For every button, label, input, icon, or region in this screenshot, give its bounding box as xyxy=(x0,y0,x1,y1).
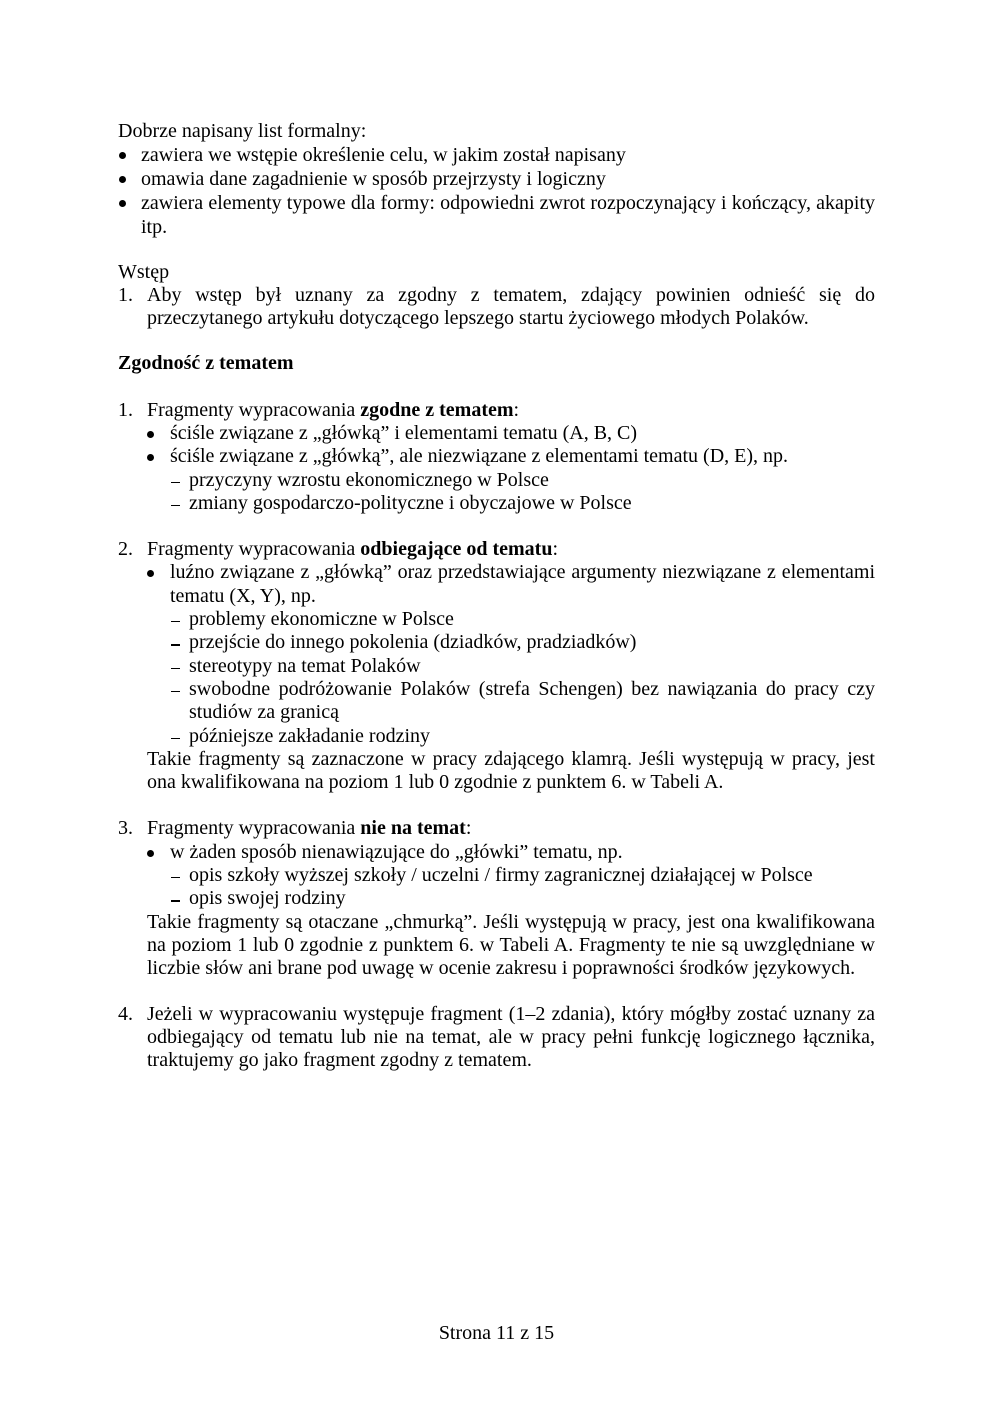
dash-item-text: problemy ekonomiczne w Polsce xyxy=(189,608,454,631)
item-note: Takie fragmenty są zaznaczone w pracy zdającego klamrą. Jeśli występują w pracy, jest ona kwalifikowana na poziom 1 lub 0 zgodnie z punktem 6. w Tabeli A. xyxy=(147,747,875,794)
list-item xyxy=(118,143,875,167)
item-text: Aby wstęp był uznany za zgodny z tematem, zdający powinien odnieść się do przeczytanego artykułu dotyczącego lepszego startu życiowego młodych Polaków. xyxy=(147,283,875,330)
item-number: 4. xyxy=(118,1002,133,1025)
page-number: Strona 11 z 15 xyxy=(438,1321,555,1344)
dash-icon xyxy=(171,668,180,669)
formal-letter-criteria xyxy=(118,119,875,239)
dash-item xyxy=(170,492,875,515)
dash-item xyxy=(170,631,875,654)
dash-list xyxy=(170,864,875,911)
list-item-text: ściśle związane z „główką” i elementami tematu (A, B, C) xyxy=(170,421,638,444)
dash-item-text: stereotypy na temat Polaków xyxy=(189,654,421,677)
dash-list xyxy=(170,608,875,748)
section-heading: Wstęp xyxy=(118,260,170,283)
dash-icon xyxy=(171,877,180,878)
list-item xyxy=(147,561,875,747)
numbered-item xyxy=(118,1003,875,1073)
bullet-icon xyxy=(119,200,126,207)
item-title xyxy=(147,538,875,561)
dash-icon xyxy=(171,691,180,692)
intro-heading: Dobrze napisany list formalny: xyxy=(118,119,367,142)
numbered-item xyxy=(118,817,875,980)
list-item-text: zawiera we wstępie określenie celu, w jakim został napisany xyxy=(141,143,626,166)
item-number: 3. xyxy=(118,817,133,840)
numbered-item xyxy=(118,284,875,331)
dash-item xyxy=(170,887,875,910)
item-number: 1. xyxy=(118,283,133,306)
list-item xyxy=(147,841,875,911)
item-note: Takie fragmenty są otaczane „chmurką”. Jeśli występują w pracy, jest ona kwalifikowana na poziom 1 lub 0 zgodnie z punktem 6. w Tabeli A. Fragmenty te nie są uwzględniane w liczbie słów ani brane pod uwagę w ocenie zakresu i poprawności środków językowych. xyxy=(147,910,875,980)
item-title-emphasis: odbiegające od tematu xyxy=(360,538,553,561)
item-title-emphasis: nie na temat xyxy=(360,817,466,840)
list-item-text: luźno związane z „główką” oraz przedstawiające argumenty niezwiązane z elementami tematu (X, Y), np. xyxy=(170,561,875,607)
list-item xyxy=(118,191,875,239)
dash-item-text: swobodne podróżowanie Polaków (strefa Schengen) bez nawiązania do pracy czy studiów za granicą xyxy=(189,677,875,724)
dash-item-text: przyczyny wzrostu ekonomicznego w Polsce xyxy=(189,468,549,491)
dash-icon xyxy=(171,621,180,622)
dash-icon xyxy=(171,482,180,483)
list-item-text: w żaden sposób nienawiązujące do „główki” tematu, np. xyxy=(170,840,623,863)
list-item xyxy=(118,167,875,191)
bullet-icon xyxy=(147,850,154,857)
dash-item-text: przejście do innego pokolenia (dziadków, pradziadków) xyxy=(189,631,637,654)
dash-item xyxy=(170,678,875,725)
item-title-emphasis: zgodne z tematem xyxy=(360,398,514,421)
numbered-item xyxy=(118,538,875,794)
dash-item-text: późniejsze zakładanie rodziny xyxy=(189,724,430,747)
item-title-lead: Fragmenty wypracowania xyxy=(147,398,361,421)
dash-item-text: zmiany gospodarczo-polityczne i obyczajowe w Polsce xyxy=(189,491,632,514)
dash-item-text: opis szkoły wyższej szkoły / uczelni / firmy zagranicznej działającej w Polsce xyxy=(189,864,813,887)
item-title xyxy=(147,817,875,840)
list-item-text: ściśle związane z „główką”, ale niezwiązane z elementami tematu (D, E), np. xyxy=(170,445,789,468)
list-item xyxy=(147,422,875,445)
item-text: Jeżeli w wypracowaniu występuje fragment (1–2 zdania), który mógłby zostać uznany za odbiegający od tematu lub nie na temat, ale w pracy pełni funkcję logicznego łącznika, traktujemy go jako fragment zgodny z tematem. xyxy=(147,1002,875,1072)
bullet-list xyxy=(147,561,875,747)
intro-bullet-list xyxy=(118,143,875,239)
item-title-lead: Fragmenty wypracowania xyxy=(147,538,361,561)
list-item xyxy=(147,445,875,515)
item-number: 1. xyxy=(118,398,133,421)
dash-icon xyxy=(171,505,180,506)
bullet-icon xyxy=(119,176,126,183)
bullet-icon xyxy=(119,152,126,159)
list-item-text: omawia dane zagadnienie w sposób przejrzysty i logiczny xyxy=(141,167,606,190)
dash-item xyxy=(170,608,875,631)
document-page xyxy=(118,119,875,1073)
dash-item-text: opis swojej rodziny xyxy=(189,887,346,910)
item-number: 2. xyxy=(118,538,133,561)
bullet-list xyxy=(147,422,875,515)
bullet-icon xyxy=(147,431,154,438)
bullet-icon xyxy=(147,570,154,577)
introduction-section xyxy=(118,261,875,331)
dash-icon xyxy=(171,644,180,645)
dash-list xyxy=(170,469,875,516)
dash-icon xyxy=(171,738,180,739)
dash-item xyxy=(170,864,875,887)
item-title-lead: Fragmenty wypracowania xyxy=(147,817,361,840)
item-title-tail: : xyxy=(465,817,472,840)
dash-item xyxy=(170,469,875,492)
topic-compliance-section xyxy=(118,352,875,1072)
item-title-tail: : xyxy=(552,538,559,561)
numbered-item xyxy=(118,399,875,515)
bullet-list xyxy=(147,841,875,911)
section-heading: Zgodność z tematem xyxy=(118,352,294,375)
dash-item xyxy=(170,725,875,748)
dash-item xyxy=(170,655,875,678)
bullet-icon xyxy=(147,454,154,461)
dash-icon xyxy=(171,900,180,901)
list-item-text: zawiera elementy typowe dla formy: odpowiedni zwrot rozpoczynający i kończący, akapity itp. xyxy=(141,191,875,238)
item-title-tail: : xyxy=(513,398,520,421)
page-footer xyxy=(0,1322,993,1345)
item-title xyxy=(147,399,875,422)
